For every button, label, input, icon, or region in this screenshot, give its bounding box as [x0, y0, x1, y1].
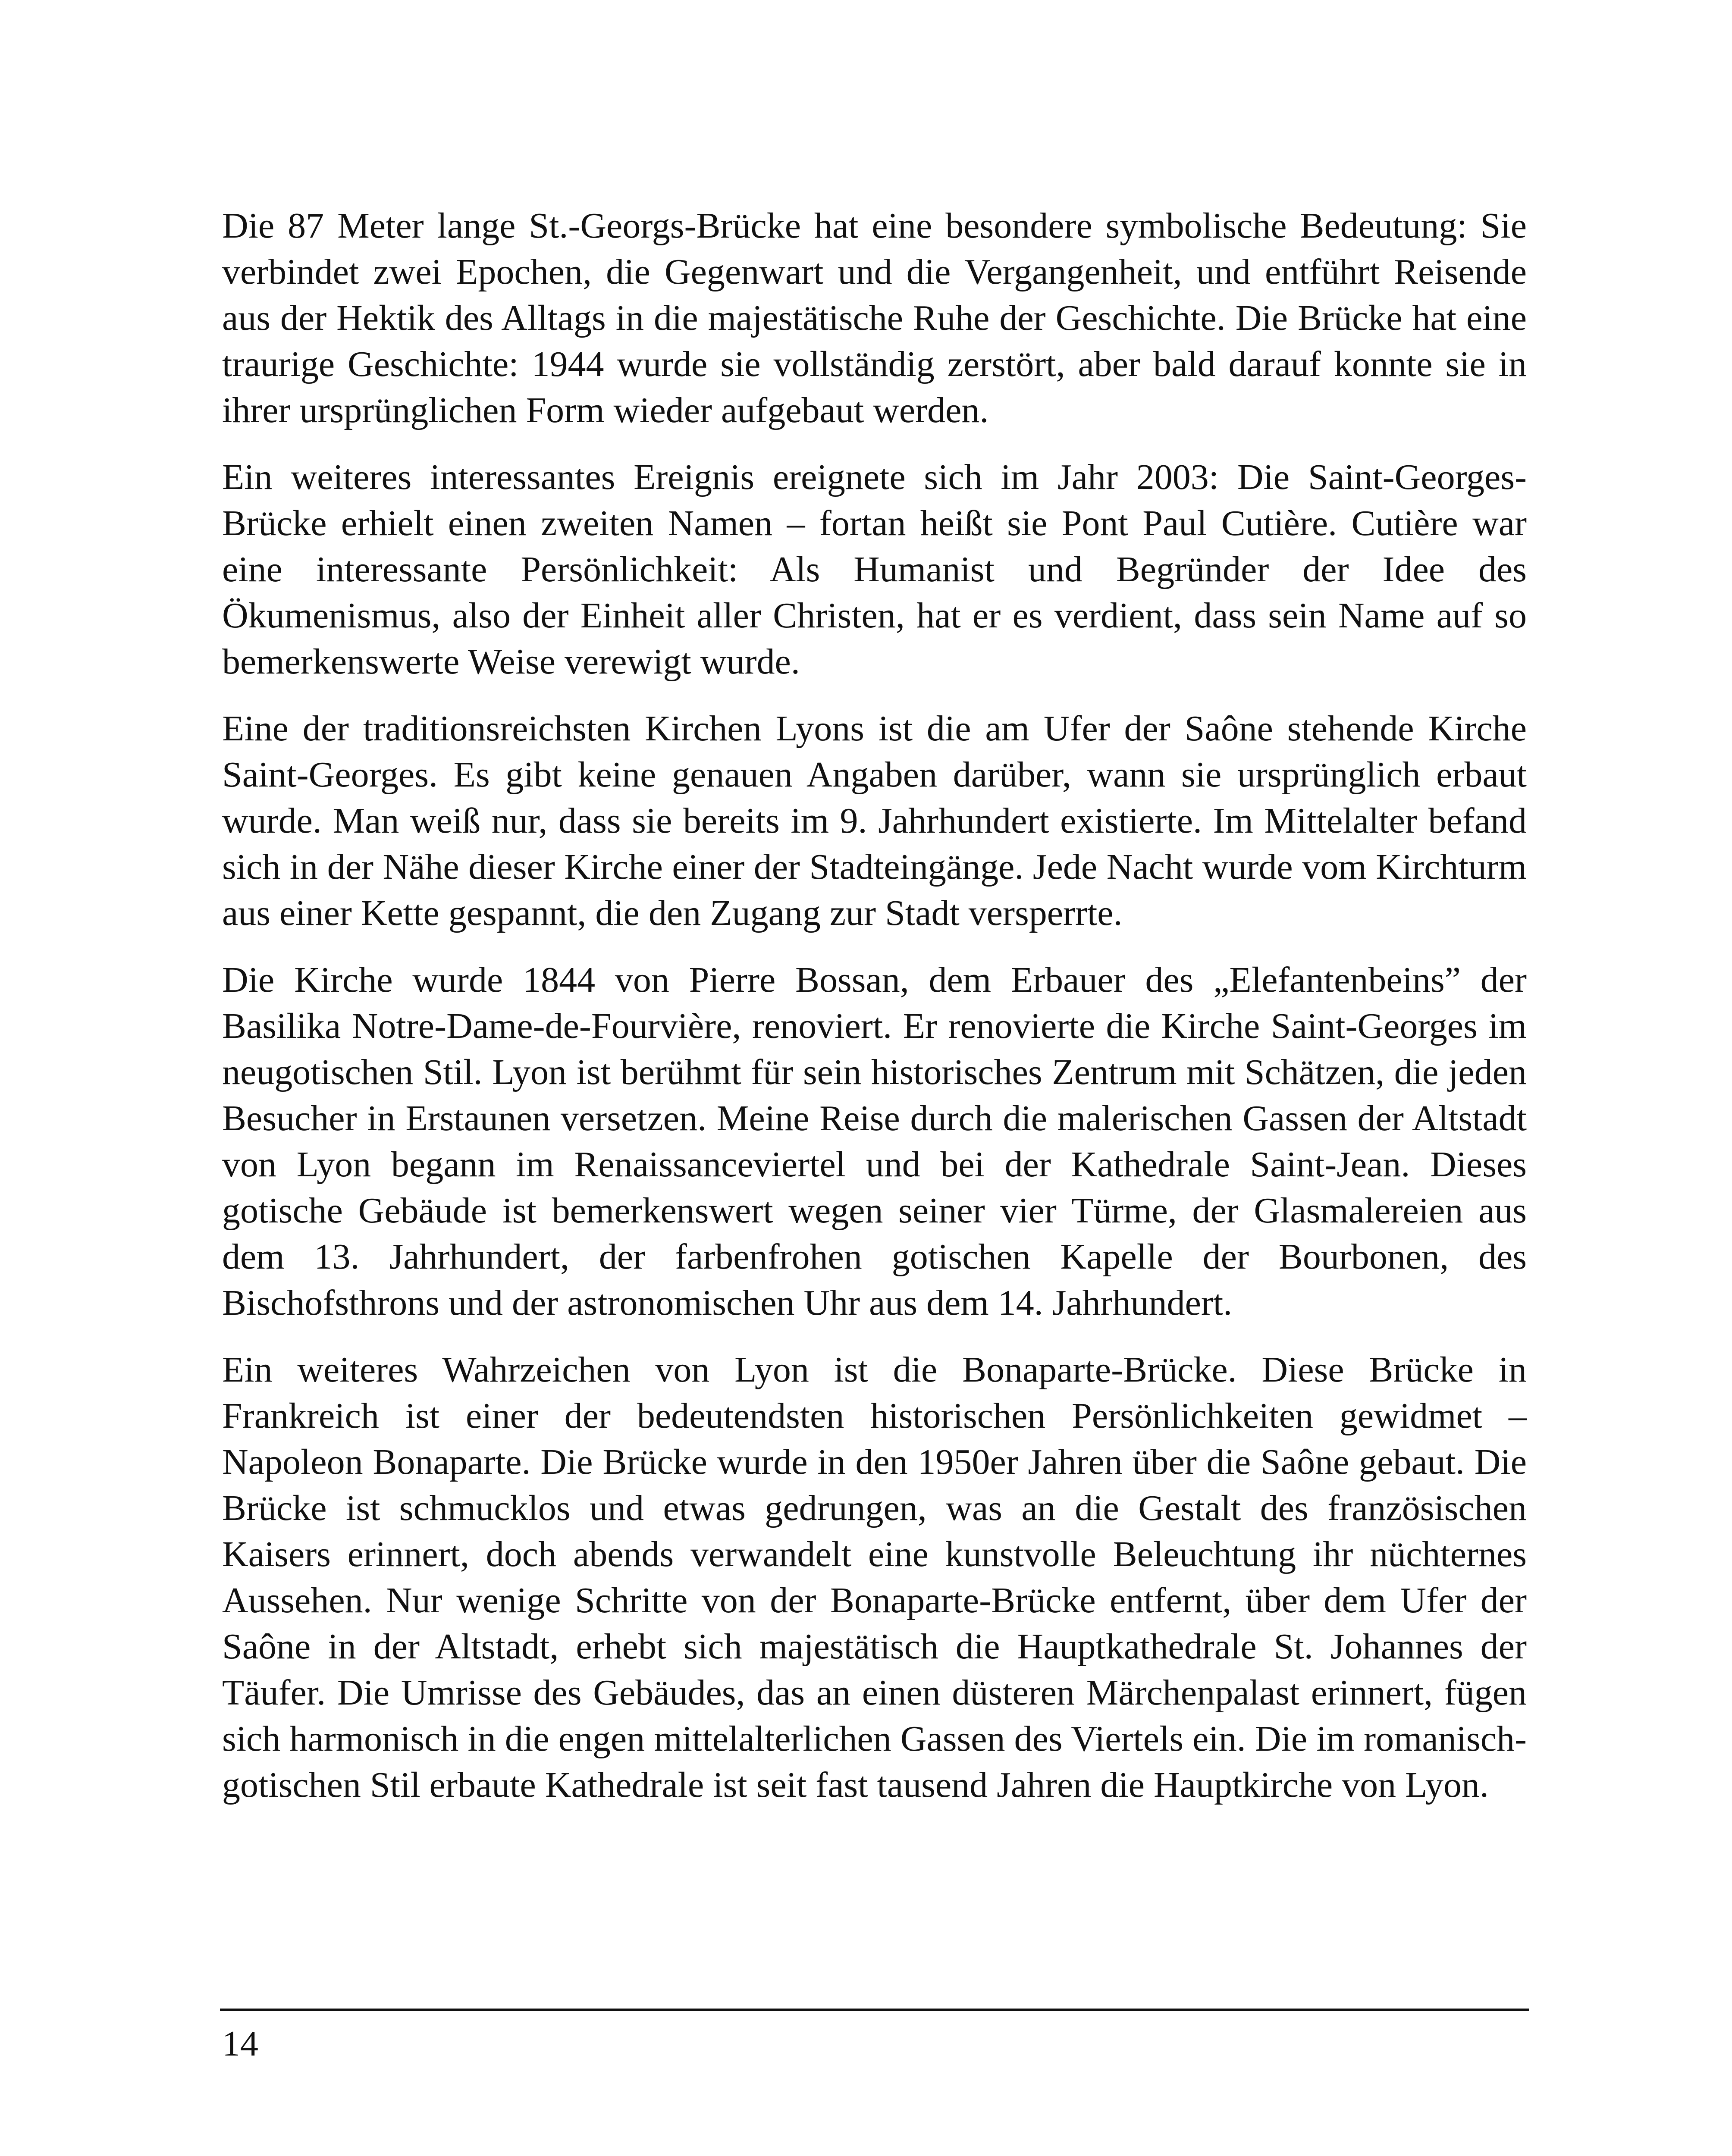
paragraph-1: Die 87 Meter lange St.-Georgs-Brücke hat eine besondere symbolische Bedeutung: Sie verbindet zwei Epochen, die Gegenwart und die Vergangenheit, und entführt Reisende aus der Hektik des Alltags in die majestätische Ruhe der Geschichte. Die Brücke hat eine traurige Geschichte: 1944 wurde sie vollständig zerstört, aber bald darauf konnte sie in ihrer ursprünglichen Form wieder aufgebaut werden.	[222, 206, 1527, 430]
paragraph-2: Ein weiteres interessantes Ereignis ereignete sich im Jahr 2003: Die Saint-Georges-Brücke erhielt einen zweiten Namen – fortan heißt sie Pont Paul Cutière. Cutière war eine interessante Persönlichkeit: Als Humanist und Begründer der Idee des Ökumenismus, also der Einheit aller Christen, hat er es verdient, dass sein Name auf so bemerkenswerte Weise verewigt wurde.	[222, 457, 1527, 682]
paragraph-3: Eine der traditionsreichsten Kirchen Lyons ist die am Ufer der Saône stehende Kirche Saint-Georges. Es gibt keine genauen Angaben darüber, wann sie ursprünglich erbaut wurde. Man weiß nur, dass sie bereits im 9. Jahrhundert existierte. Im Mittelalter befand sich in der Nähe dieser Kirche einer der Stadteingänge. Jede Nacht wurde vom Kirchturm aus einer Kette gespannt, die den Zugang zur Stadt versperrte.	[222, 708, 1527, 933]
paragraph-5: Ein weiteres Wahrzeichen von Lyon ist die Bonaparte-Brücke. Diese Brücke in Frankreich ist einer der bedeutendsten historischen Persönlichkeiten gewidmet – Napoleon Bonaparte. Die Brücke wurde in den 1950er Jahren über die Saône gebaut. Die Brücke ist schmucklos und etwas gedrungen, was an die Gestalt des französischen Kaisers erinnert, doch abends verwandelt eine kunstvolle Beleuchtung ihr nüchternes Aussehen. Nur wenige Schritte von der Bonaparte-Brücke entfernt, über dem Ufer der Saône in der Altstadt, erhebt sich majestätisch die Hauptkathedrale St. Johannes der Täufer. Die Umrisse des Gebäudes, das an einen düsteren Märchenpalast erinnert, fügen sich harmonisch in die engen mittelalterlichen Gassen des Viertels ein. Die im romanisch-gotischen Stil erbaute Kathedrale ist seit fast tausend Jahren die Hauptkirche von Lyon.	[222, 1350, 1527, 1805]
page-number: 14	[222, 2024, 258, 2064]
footer-divider	[220, 2009, 1529, 2011]
body-text	[222, 203, 1527, 1829]
paragraph-4: Die Kirche wurde 1844 von Pierre Bossan, dem Erbauer des „Elefantenbeins” der Basilika Notre-Dame-de-Fourvière, renoviert. Er renovierte die Kirche Saint-Georges im neugotischen Stil. Lyon ist berühmt für sein historisches Zentrum mit Schätzen, die jeden Besucher in Erstaunen versetzen. Meine Reise durch die malerischen Gassen der Altstadt von Lyon begann im Renaissanceviertel und bei der Kathedrale Saint-Jean. Dieses gotische Gebäude ist bemerkenswert wegen seiner vier Türme, der Glasmalereien aus dem 13. Jahrhundert, der farbenfrohen gotischen Kapelle der Bourbonen, des Bischofsthrons und der astronomischen Uhr aus dem 14. Jahrhundert.	[222, 960, 1527, 1323]
